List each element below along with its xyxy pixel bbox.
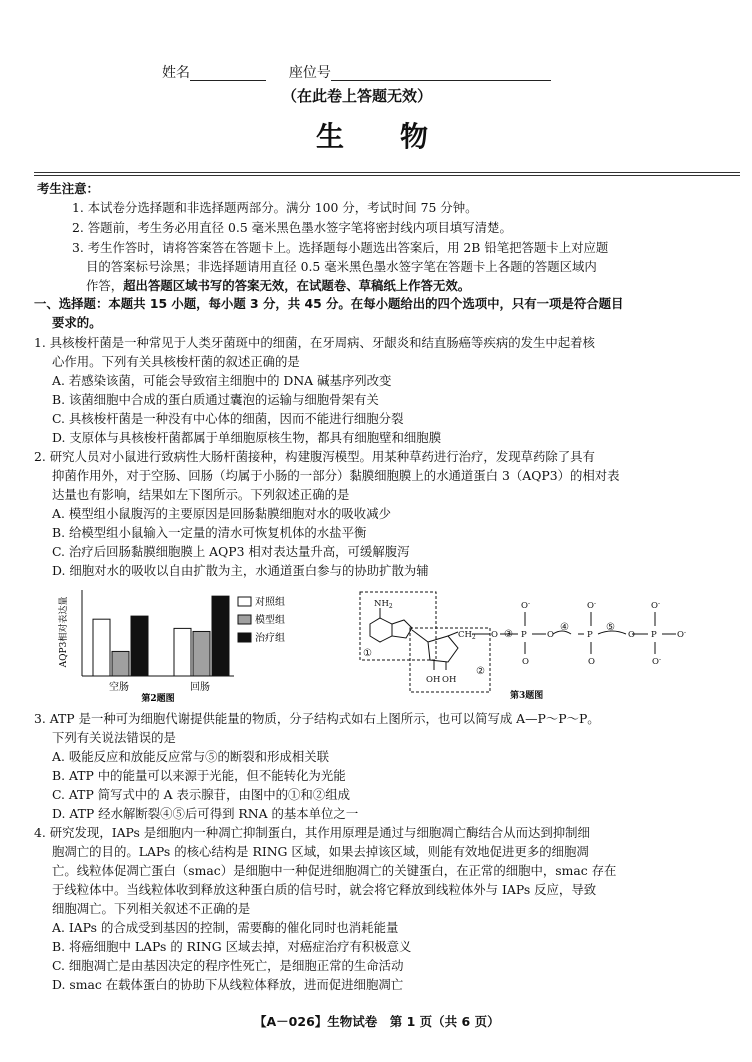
section-heading: 一、选择题：本题共 15 小题，每小题 3 分，共 45 分。在每小题给出的四个选项中，只有一项是符合题目 [34,296,624,311]
name-label: 姓名 [162,65,190,81]
divider [34,175,740,176]
oh-label: OH [426,675,441,685]
nh2-label: $NH_2$ [374,599,393,610]
bar-1-2 [212,596,229,676]
q1-option-a: A. 若感染该菌，可能会导致宿主细胞中的 DNA 碱基序列改变 [52,373,392,388]
o-label: O [588,657,595,667]
fig3-atp-structure [350,590,700,702]
bar-0-1 [112,651,129,676]
bar-0-0 [93,619,110,676]
q4-stem: 胞凋亡的目的。LAPs 的核心结构是 RING 区域，如果去掉该区域，则能有效地促进更多的细胞凋 [52,844,589,859]
legend-label: 模型组 [255,615,285,626]
fig2-category-label: 回肠 [190,682,210,693]
name-blank [190,67,266,81]
fig2-category-label: 空肠 [109,682,129,693]
o-minus-label: O- [521,600,530,611]
q2-option-a: A. 模型组小鼠腹泻的主要原因是回肠黏膜细胞对水的吸收减少 [52,506,391,521]
q2-option-c: C. 治疗后回肠黏膜细胞膜上 AQP3 相对表达量升高，可缓解腹泻 [52,544,410,559]
adenine-ring [370,618,392,642]
bond [412,630,428,642]
o-label: O [522,657,529,667]
divider [34,172,740,173]
q2-option-b: B. 给模型组小鼠输入一定量的清水可恢复机体的水盐平衡 [52,525,367,540]
q2-stem: 2. 研究人员对小鼠进行致病性大肠杆菌接种，构建腹泻模型。用某种草药进行治疗，发现草药除了具有 [34,449,595,464]
o-minus-label: O- [587,600,596,611]
q1-option-c: C. 具核梭杆菌是一种没有中心体的细菌，因而不能进行细胞分裂 [52,411,404,426]
o-label: O [491,630,498,640]
ch2-label: $CH_2$ [458,630,476,641]
page-title: 生 物 [316,120,429,153]
seat-blank [331,67,551,81]
page-footer: 【A－026】生物试卷 第 1 页（共 6 页） [254,1014,500,1029]
q2-stem: 达量也有影响，结果如左下图所示。下列叙述正确的是 [52,487,350,502]
label-2: ② [476,666,485,677]
seat-label: 座位号 [288,65,331,81]
q3-stem: 3. ATP 是一种可为细胞代谢提供能量的物质，分子结构式如右上图所示，也可以简写成 A—P～P～P。 [34,711,600,726]
label-4: ④ [560,622,569,633]
bond [448,632,458,636]
q2-option-d: D. 细胞对水的吸收以自由扩散为主，水通道蛋白参与的协助扩散为辅 [52,563,429,578]
q4-stem: 于线粒体中。当线粒体收到释放这种蛋白质的信号时，就会将它释放到线粒体外与 IAPs 反应，导致 [52,882,597,897]
fig2-legend [238,595,285,644]
notice-line-5: 作答，超出答题区域书写的答案无效，在试题卷、草稿纸上作答无效。 [86,278,471,293]
q3-stem: 下列有关说法错误的是 [52,730,176,745]
bar-1-0 [174,628,191,676]
label-3: ③ [504,629,513,640]
q1-stem: 心作用。下列有关具核梭杆菌的叙述正确的是 [52,354,300,369]
p-label: P [651,630,657,640]
header-note: （在此卷上答题无效） [282,87,433,105]
legend-swatch-treatment [238,633,251,642]
legend-label: 对照组 [255,597,285,608]
q1-option-b: B. 该菌细胞中合成的蛋白质通过囊泡的运输与细胞骨架有关 [52,392,379,407]
legend-label: 治疗组 [255,633,285,644]
notice-warning: 超出答题区域书写的答案无效，在试题卷、草稿纸上作答无效。 [123,278,471,293]
oh-label: OH [442,675,457,685]
q2-stem: 抑菌作用外，对于空肠、回肠（均属于小肠的一部分）黏膜细胞膜上的水通道蛋白 3（AQP3）的相对表 [52,468,620,483]
notice-line: 2. 答题前，考生务必用直径 0.5 毫米黑色墨水签字笔将密封线内项目填写清楚。 [72,220,512,235]
q1-stem: 1. 具核梭杆菌是一种常见于人类牙菌斑中的细菌，在牙周病、牙龈炎和结直肠癌等疾病的发生中起着核 [34,335,595,350]
fig2-caption: 第2题图 [141,694,175,704]
q3-option-c: C. ATP 简写式中的 A 表示腺苷，由图中的①和②组成 [52,787,350,802]
o-label: O [547,630,554,640]
q4-stem: 4. 研究发现，IAPs 是细胞内一种凋亡抑制蛋白，其作用原理是通过与细胞凋亡酶结合从而达到抑制细 [34,825,590,840]
imidazole-ring [392,620,412,638]
q4-option-b: B. 将癌细胞中 LAPs 的 RING 区域去掉，对癌症治疗有积极意义 [52,939,412,954]
q4-stem: 细胞凋亡。下列相关叙述不正确的是 [52,901,251,916]
q1-option-d: D. 支原体与具核梭杆菌都属于单细胞原核生物，都具有细胞壁和细胞膜 [52,430,442,445]
p-label: P [587,630,593,640]
q4-option-a: A. IAPs 的合成受到基因的控制，需要酶的催化同时也消耗能量 [52,920,399,935]
notice-line: 1. 本试卷分选择题和非选择题两部分。满分 100 分，考试时间 75 分钟。 [72,200,478,215]
fig2-ylabel: AQP3相对表达量 [59,596,69,668]
section-heading-cont: 要求的。 [52,315,102,330]
fig2-bars [93,596,229,676]
legend-swatch-control [238,597,251,606]
o-minus-label: O- [651,600,660,611]
notice-line: 目的答案标号涂黑；非选择题请用直径 0.5 毫米黑色墨水签字笔在答题卡上各题的答题区域内 [86,259,597,274]
fig3-caption: 第3题图 [510,691,544,701]
header-fields [162,66,551,81]
ribose-ring [428,636,458,662]
label-1: ① [363,648,372,659]
o-minus-label: O- [677,629,686,640]
fig2-chart [56,584,306,704]
q4-stem: 亡。线粒体促凋亡蛋白（smac）是细胞中一种促进细胞凋亡的关键蛋白，在正常的细胞中，smac 存在 [52,863,617,878]
legend-swatch-model [238,615,251,624]
q3-option-a: A. 吸能反应和放能反应常与⑤的断裂和形成相关联 [52,749,330,764]
q4-option-c: C. 细胞凋亡是由基因决定的程序性死亡，是细胞正常的生命活动 [52,958,404,973]
q3-option-d: D. ATP 经水解断裂④⑤后可得到 RNA 的基本单位之一 [52,806,359,821]
q3-option-b: B. ATP 中的能量可以来源于光能，但不能转化为光能 [52,768,346,783]
o-label: O [628,630,635,640]
bar-1-1 [193,631,210,676]
bar-0-2 [131,616,148,676]
p-label: P [521,630,527,640]
o-minus-label: O- [652,656,661,667]
notice-heading: 考生注意： [37,181,99,196]
label-5: ⑤ [606,622,615,633]
q4-option-d: D. smac 在载体蛋白的协助下从线粒体释放，进而促进细胞凋亡 [52,977,404,992]
notice-line: 3. 考生作答时，请将答案答在答题卡上。选择题每小题选出答案后，用 2B 铅笔把答题卡上对应题 [72,240,609,255]
